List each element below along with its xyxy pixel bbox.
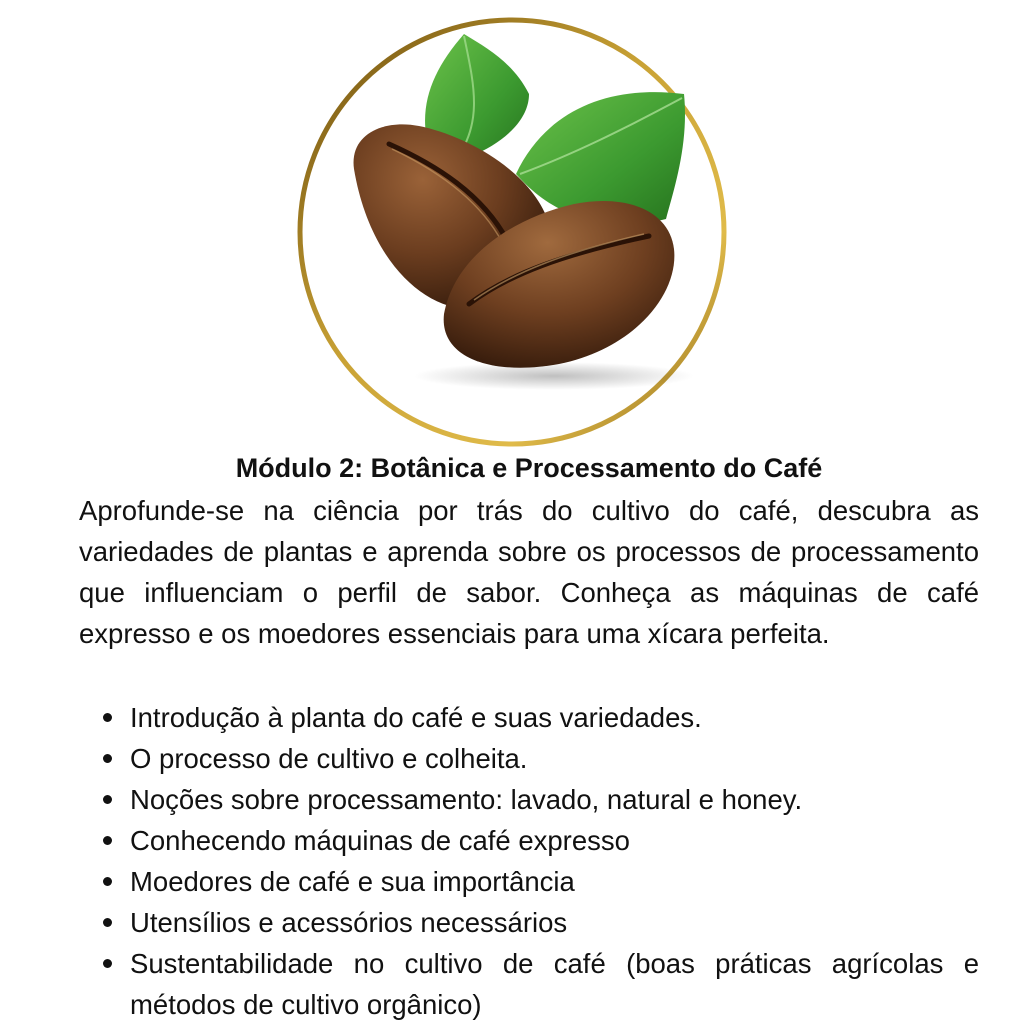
module-description: Aprofunde-se na ciência por trás do cultivo do café, descubra as variedades de plantas e aprenda sobre os processos de processamento que influenciam o perfil de sabor. Conheça as máquinas de café expresso e os moedores essenciais para uma xícara perfeita.	[79, 495, 979, 649]
list-item	[79, 943, 979, 1025]
bullet-icon	[103, 836, 112, 845]
bullet-icon	[103, 713, 112, 722]
list-item-text: Utensílios e acessórios necessários	[130, 907, 568, 938]
bullet-icon	[103, 877, 112, 886]
topic-list	[79, 697, 979, 1025]
bullet-icon	[103, 795, 112, 804]
coffee-beans-image	[294, 14, 730, 450]
list-item	[79, 738, 979, 779]
list-item	[79, 861, 979, 902]
module-illustration	[294, 14, 730, 450]
bullet-icon	[103, 754, 112, 763]
bean-shadow	[414, 362, 694, 390]
bullet-icon	[103, 918, 112, 927]
list-item-text: Conhecendo máquinas de café expresso	[130, 825, 630, 856]
list-item-text: Noções sobre processamento: lavado, natural e honey.	[130, 784, 803, 815]
list-item-text: Sustentabilidade no cultivo de café (boas práticas agrícolas e métodos de cultivo orgânico)	[130, 948, 979, 1020]
list-item-text: O processo de cultivo e colheita.	[130, 743, 528, 774]
list-item	[79, 779, 979, 820]
list-item-text: Introdução à planta do café e suas variedades.	[130, 702, 702, 733]
bullet-icon	[103, 959, 112, 968]
list-item	[79, 820, 979, 861]
list-item	[79, 697, 979, 738]
list-item-text: Moedores de café e sua importância	[130, 866, 575, 897]
module-title: Módulo 2: Botânica e Processamento do Café	[235, 453, 823, 483]
list-item	[79, 902, 979, 943]
